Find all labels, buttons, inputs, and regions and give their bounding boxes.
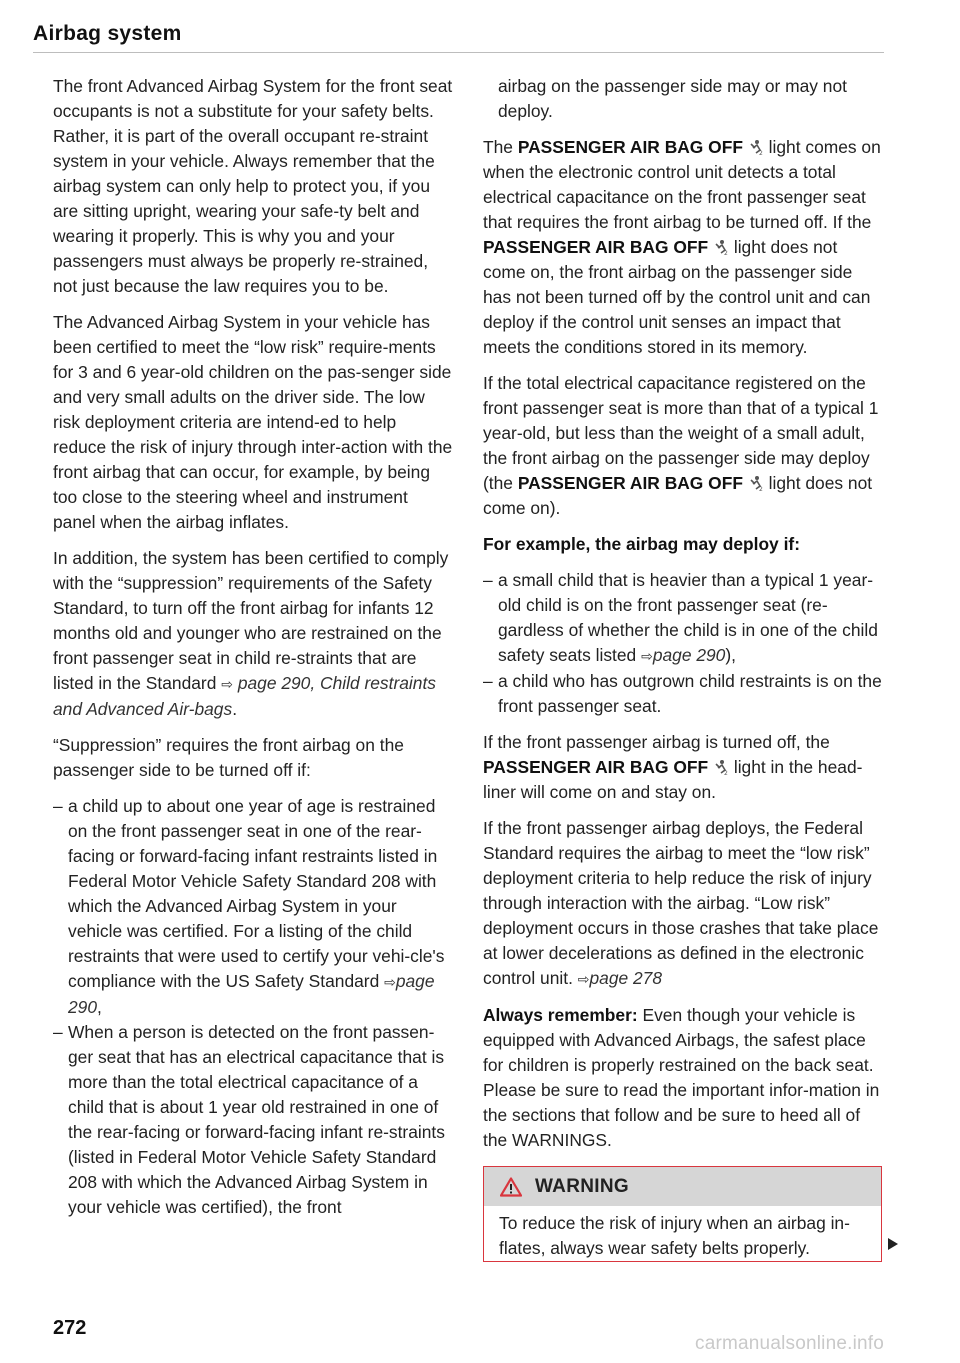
- svg-text:2: 2: [723, 250, 728, 255]
- paragraph-text: Even though your vehicle is equipped with Advanced Airbags, the safest place for children is properly restrained on the back seat. Please be sure to read the important infor-mation in the sections that follow and be sure to heed all of the WARNINGS.: [483, 1005, 880, 1150]
- page-number: 272: [53, 1317, 87, 1339]
- passenger-airbag-off-label: PASSENGER AIR BAG OFF: [483, 757, 709, 777]
- paragraph: [483, 371, 883, 521]
- left-column: [53, 74, 453, 1231]
- continued-arrow-icon: [888, 1238, 898, 1250]
- list-dash: –: [483, 570, 493, 590]
- reference-arrow-icon: ⇨: [221, 676, 233, 692]
- header-divider: [33, 52, 884, 53]
- paragraph-text: If the total electrical capacitance registered on the front passenger seat is more than that of a typical 1 year-old, but less than the weight of a small adult, the front airbag on the passenger side may deploy (the: [483, 373, 879, 493]
- paragraph-text: light in the head-liner will come on and stay on.: [483, 757, 863, 802]
- paragraph: The Advanced Airbag System in your vehicle has been certified to meet the “low risk” require-ments for 3 and 6 year-old children on the pas-senger side and very small adults on the driver side. The low risk deployment criteria are intend-ed to help reduce the risk of injury through inter-action with the front airbag that can occur, for example, by being too close to the steering wheel and instrument panel when the airbag inflates.: [53, 312, 453, 532]
- paragraph: “Suppression” requires the front airbag on the passenger side to be turned off if:: [53, 735, 404, 780]
- passenger-airbag-off-label: PASSENGER AIR BAG OFF: [517, 137, 743, 157]
- reference-arrow-icon: ⇨: [577, 971, 590, 987]
- paragraph: [483, 730, 883, 805]
- punctuation: .: [232, 699, 238, 719]
- list-item: [483, 568, 883, 669]
- paragraph: The front Advanced Airbag System for the front seat occupants is not a substitute for your safety belts. Rather, it is part of the overall occupant re-straint system in your vehicle. Always remember that the airbag system can only help to protect you, if you are sitting upright, wearing your safe-ty belt and wearing it properly. This is why you and your passengers must always be properly re-strained, not just because the law requires you to be.: [53, 76, 453, 296]
- paragraph: [483, 135, 883, 360]
- paragraph: [483, 1003, 883, 1153]
- page-reference-link[interactable]: [641, 645, 725, 665]
- warning-header: [484, 1167, 881, 1206]
- list-item-text: a small child that is heavier than a typical 1 year-old child is on the front passenger seat (re-gardless of whether the child is in one of the child safety seats listed: [498, 570, 878, 665]
- paragraph-text: light does not come on, the front airbag on the passenger side has not been turned off by the control unit and can deploy if the control unit senses an impact that meets the conditions stored in its memory.: [483, 237, 871, 357]
- watermark: carmanualsonline.info: [695, 1333, 885, 1354]
- reference-text: page 290: [652, 645, 726, 665]
- reference-text: page 278: [589, 968, 663, 988]
- warning-label: WARNING: [535, 1175, 629, 1197]
- list-item-text: a child who has outgrown child restraints is on the front passenger seat.: [498, 671, 882, 716]
- warning-text: To reduce the risk of injury when an airbag in-flates, always wear safety belts properly.: [499, 1213, 850, 1258]
- list-item-continuation: [483, 74, 883, 124]
- page-reference-link[interactable]: [578, 968, 662, 988]
- svg-text:2: 2: [758, 150, 763, 155]
- example-heading-text: For example, the airbag may deploy if:: [483, 534, 800, 554]
- paragraph-text: If the front passenger airbag deploys, the Federal Standard requires the airbag to meet the “low risk” deployment criteria to help reduce the risk of injury through interaction with the airbag. “Low risk” deployment occurs in those crashes that take place at lower decelerations as defined in the electronic control unit.: [483, 818, 879, 988]
- reference-text: page 290: [68, 971, 435, 1017]
- passenger-airbag-off-icon: [748, 139, 764, 155]
- punctuation: ),: [725, 645, 736, 665]
- paragraph: [483, 816, 883, 992]
- list-item: [53, 1020, 453, 1220]
- svg-text:2: 2: [723, 770, 728, 775]
- list-dash: –: [53, 1022, 63, 1042]
- paragraph-text: If the front passenger airbag is turned off, the: [483, 732, 830, 752]
- svg-text:2: 2: [758, 486, 763, 491]
- paragraph-text: light does not come on).: [483, 473, 873, 518]
- punctuation: ,: [97, 997, 102, 1017]
- reference-text: page 290, Child restraints and Advanced Air-bags: [53, 673, 436, 719]
- passenger-airbag-off-label: PASSENGER AIR BAG OFF: [517, 473, 743, 493]
- list-dash: –: [53, 796, 63, 816]
- passenger-airbag-off-label: PASSENGER AIR BAG OFF: [483, 237, 709, 257]
- right-column: [483, 74, 883, 1164]
- list-item-text: a child up to about one year of age is restrained on the front passenger seat in one of the rear-facing or forward-facing infant restraints listed in Federal Motor Vehicle Safety Standard 208 with which the Advanced Airbag System in your vehicle was certified. For a listing of the child restraints that were used to certify your vehi-cle's compliance with the US Safety Standard: [68, 796, 445, 991]
- reference-arrow-icon: ⇨: [641, 648, 653, 664]
- example-heading: [483, 532, 883, 557]
- suppression-list: [53, 794, 453, 1220]
- list-dash: –: [483, 671, 493, 691]
- page-title: Airbag system: [33, 22, 182, 45]
- deploy-example-list: [483, 568, 883, 719]
- list-item-text: When a person is detected on the front passen-ger seat that has an electrical capacitance that is more than the total electrical capacitance of a child that is about 1 year old restrained in one of the rear-facing or forward-facing infant re-straints (listed in Federal Motor Vehicle Safety Standard 208 with which the Advanced Airbag System in your vehicle was certified), the front: [68, 1022, 445, 1217]
- list-item-text: airbag on the passenger side may or may not deploy.: [498, 76, 847, 121]
- paragraph-text: The: [483, 137, 513, 157]
- reference-arrow-icon: ⇨: [384, 974, 396, 990]
- warning-box: [483, 1166, 882, 1262]
- paragraph: [53, 546, 453, 722]
- warning-triangle-icon: [500, 1177, 522, 1197]
- passenger-airbag-off-icon: [713, 759, 729, 775]
- list-item: [483, 669, 883, 719]
- passenger-airbag-off-icon: [713, 239, 729, 255]
- list-item: [53, 794, 453, 1020]
- paragraph-text: In addition, the system has been certified to comply with the “suppression” requirements of the Safety Standard, to turn off the front airbag for infants 12 months old and younger who are restrained on the front passenger seat in child re-straints that are listed in the Standard: [53, 548, 449, 693]
- paragraph-text: light comes on when the electronic control unit detects a total electrical capacitance on the front passenger seat that requires the front airbag to be turned off. If the: [483, 137, 881, 232]
- always-remember-label: Always remember:: [483, 1005, 638, 1025]
- passenger-airbag-off-icon: [748, 475, 764, 491]
